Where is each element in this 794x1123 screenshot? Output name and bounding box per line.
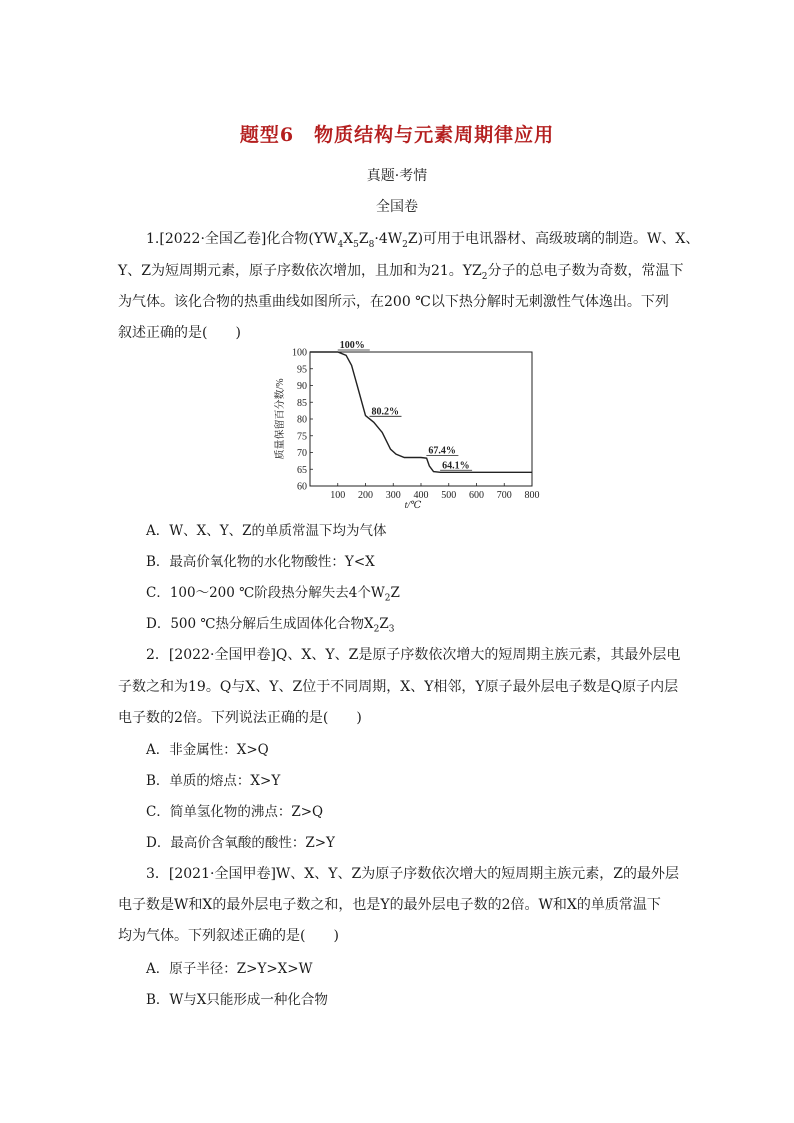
q1-line-2: Y、Z为短周期元素，原子序数依次增加，且加和为21。$YZ_2$分子的总电子数为奇数，常温下 — [118, 263, 684, 282]
q1-option-a: A．W、X、Y、Z的单质常温下均为气体 — [146, 523, 387, 539]
q1-option-d: D．500 ℃热分解后生成固体化合物$X_2Z_3$ — [146, 616, 395, 635]
data-label: 64.1% — [442, 460, 470, 472]
q2-option-d: D．最高价含氧酸的酸性：Z>Y — [146, 835, 335, 851]
y-tick-label: 70 — [297, 448, 307, 459]
q2-option-a: A．非金属性：X>Q — [146, 742, 269, 758]
q3-option-b: B．W与X只能形成一种化合物 — [146, 992, 328, 1008]
y-tick-label: 65 — [297, 464, 307, 476]
q1-line-1: 1.[2022·全国乙卷]化合物$(YW_4X_5Z_8\cdot 4W_2Z)$可用于电讯器材、高级玻璃的制造。W、X、 — [146, 231, 700, 250]
x-tick-label: 700 — [496, 490, 512, 501]
y-axis-label: 质量保留百分数/% — [275, 378, 286, 460]
data-label: 67.4% — [428, 445, 456, 457]
x-tick-label: 100 — [330, 490, 346, 501]
y-tick-label: 60 — [297, 481, 307, 493]
q3-line-3: 均为气体。下列叙述正确的是( ) — [118, 928, 339, 944]
plot-frame — [310, 352, 532, 486]
data-label: 100% — [339, 340, 365, 351]
q2-line-3: 电子数的2倍。下列说法正确的是( ) — [118, 710, 362, 726]
page-title: 题型6 物质结构与元素周期律应用 — [239, 124, 555, 146]
y-tick-label: 90 — [297, 381, 307, 392]
y-tick-label: 100 — [292, 347, 307, 359]
q3-option-a: A．原子半径：Z>Y>X>W — [146, 961, 313, 977]
x-tick-label: 200 — [358, 490, 373, 501]
q3-line-2: 电子数是W和X的最外层电子数之和，也是Y的最外层电子数的2倍。W和X的单质常温下 — [118, 897, 661, 913]
y-tick-label: 75 — [297, 431, 307, 443]
q3-line-1: 3．[2021·全国甲卷]W、X、Y、Z为原子序数依次增大的短周期主族元素，Z的最外层 — [146, 866, 679, 882]
x-axis-label: t/℃ — [404, 500, 422, 511]
x-tick-label: 400 — [413, 490, 429, 501]
y-tick-label: 80 — [297, 414, 307, 426]
q2-option-b: B．单质的熔点：X>Y — [146, 773, 281, 789]
section-heading: 真题·考情 — [366, 168, 428, 184]
tg-chart — [272, 340, 562, 511]
q2-option-c: C．简单氢化物的沸点：Z>Q — [146, 804, 324, 820]
data-label: 80.2% — [371, 406, 399, 418]
tg-curve — [310, 352, 532, 472]
q2-line-1: 2．[2022·全国甲卷]Q、X、Y、Z是原子序数依次增大的短周期主族元素，其最外层电 — [146, 647, 681, 663]
q1-option-b: B．最高价氧化物的水化物酸性：Y<X — [146, 554, 375, 570]
y-tick-label: 95 — [297, 364, 307, 376]
x-tick-label: 300 — [385, 490, 401, 501]
q2-line-2: 子数之和为19。Q与X、Y、Z位于不同周期，X、Y相邻，Y原子最外层电子数是Q原子内层 — [118, 679, 679, 695]
x-tick-label: 800 — [524, 490, 540, 501]
y-tick-label: 85 — [297, 397, 307, 409]
subsection-heading: 全国卷 — [376, 199, 418, 215]
q1-option-c: C．100～200 ℃阶段热分解失去4个$W_2Z$ — [146, 585, 400, 604]
q1-line-4: 叙述正确的是( ) — [118, 325, 241, 341]
x-tick-label: 600 — [469, 490, 484, 501]
x-tick-label: 500 — [441, 490, 457, 501]
q1-line-3: 为气体。该化合物的热重曲线如图所示，在200 ℃以下热分解时无刺激性气体逸出。下列 — [118, 294, 669, 310]
